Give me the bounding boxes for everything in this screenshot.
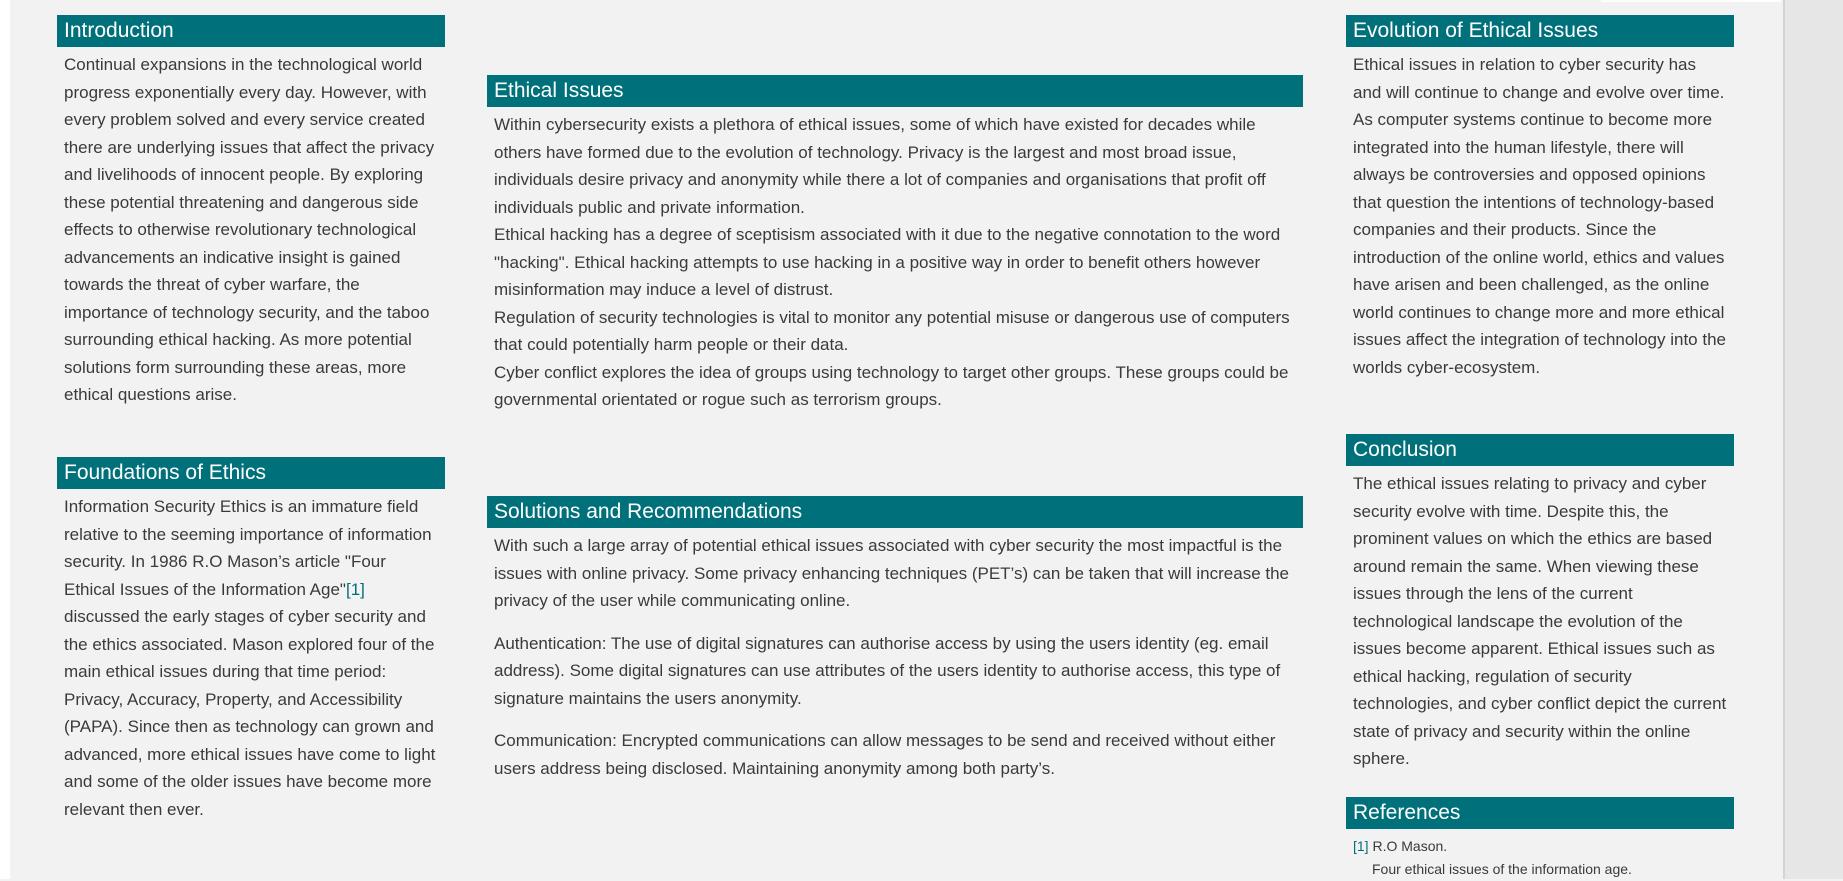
intro-text: Continual expansions in the technological world progress exponentially every day. However, with every problem solved and every service created there are underlying issues that affect the privacy and livelihoods of innocent people. By exploring these potential threatening and dangerous side effects to otherwise revolutionary technological advancements an indicative insight is gained towards the threat of cyber warfare, the importance of technology security, and the taboo surrounding ethical hacking. As more potential solutions form surrounding these areas, more ethical questions arise. bbox=[64, 55, 435, 404]
section-body bbox=[487, 107, 1303, 414]
conclusion-text: The ethical issues relating to privacy and cyber security evolve with time. Despite this, the prominent values on which the ethics are based around remain the same. When viewing these issues through the lens of the current technological landscape the evolution of the issues become apparent. Ethical issues such as ethical hacking, regulation of security technologies, and cyber conflict depict the current state of privacy and security within the online sphere. bbox=[1353, 474, 1727, 768]
paragraph: With such a large array of potential ethical issues associated with cyber security the most impactful is the issues with online privacy. Some privacy enhancing techniques (PET’s) can be taken that will increase the privacy of the user while communicating online. bbox=[494, 536, 1289, 610]
section-title: Conclusion bbox=[1346, 434, 1734, 466]
foundations-text-before: Information Security Ethics is an immature field relative to the seeming importance of information security. In 1986 R.O Mason’s article "Four Ethical Issues of the Information Age" bbox=[64, 497, 432, 599]
section-ethical-issues bbox=[487, 75, 1303, 414]
section-references bbox=[1346, 797, 1734, 881]
scrollbar-track[interactable] bbox=[1783, 0, 1843, 879]
section-introduction bbox=[57, 15, 445, 409]
foundations-text-after: discussed the early stages of cyber security and the ethics associated. Mason explored four of the main ethical issues during that time period: Privacy, Accuracy, Property, and Accessibility (PAPA). Since then as technology can grown and advanced, more ethical issues have come to light and some of the older issues have become more relevant then ever. bbox=[64, 607, 436, 819]
section-body bbox=[57, 47, 445, 409]
section-title: Foundations of Ethics bbox=[57, 457, 445, 489]
paragraph: Authentication: The use of digital signatures can authorise access by using the users identity (eg. email address). Some digital signatures can use attributes of the users identity to authorise access, this type of signature maintains the users anonymity. bbox=[494, 633, 1281, 708]
section-title: References bbox=[1346, 797, 1734, 829]
reference-item bbox=[1353, 835, 1727, 858]
section-evolution-of-ethical-issues bbox=[1346, 15, 1734, 381]
section-title: Ethical Issues bbox=[487, 75, 1303, 107]
section-title: Solutions and Recommendations bbox=[487, 496, 1303, 528]
paragraph: Communication: Encrypted communications can allow messages to be send and received without either users address being disclosed. Maintaining anonymity among both party’s. bbox=[494, 731, 1276, 778]
reference-number[interactable]: [1] bbox=[1353, 838, 1369, 854]
section-foundations-of-ethics bbox=[57, 457, 445, 823]
section-title: Evolution of Ethical Issues bbox=[1346, 15, 1734, 47]
evolution-text: Ethical issues in relation to cyber security has and will continue to change and evolve over time. As computer systems continue to become more integrated into the human lifestyle, there will always be controversies and opposed opinions that question the intentions of technology-based companies and their products. Since the introduction of the online world, ethics and values have arisen and been challenged, as the online world continues to change more and more ethical issues affect the integration of technology into the worlds cyber-ecosystem. bbox=[1353, 55, 1726, 377]
reference-list bbox=[1346, 829, 1734, 881]
paragraph: Regulation of security technologies is vital to monitor any potential misuse or dangerous use of computers that could potentially harm people or their data. bbox=[494, 307, 1290, 354]
section-body bbox=[1346, 47, 1734, 381]
foundations-text bbox=[64, 493, 438, 823]
section-body bbox=[487, 528, 1303, 782]
paragraph: Ethical hacking has a degree of sceptisism associated with it due to the negative connotation to the word "hacking". Ethical hacking attempts to use hacking in a positive way in order to benefit others however misinformation may induce a level of distrust. bbox=[494, 225, 1281, 299]
citation-link[interactable]: [1] bbox=[345, 579, 365, 599]
paragraph: Cyber conflict explores the idea of groups using technology to target other groups. These groups could be governmental orientated or rogue such as terrorism groups. bbox=[494, 362, 1289, 409]
reference-author: R.O Mason. bbox=[1372, 838, 1448, 854]
section-body bbox=[1346, 466, 1734, 773]
section-solutions-and-recommendations bbox=[487, 496, 1303, 782]
top-edge-strip bbox=[1601, 0, 1781, 2]
section-title: Introduction bbox=[57, 15, 445, 47]
paragraph: Within cybersecurity exists a plethora of ethical issues, some of which have existed for decades while others have formed due to the evolution of technology. Privacy is the largest and most broad issue, individuals desire privacy and anonymity while there a lot of companies and organisations that profit off individuals public and private information. bbox=[494, 115, 1266, 217]
section-conclusion bbox=[1346, 434, 1734, 773]
left-page-margin bbox=[0, 0, 10, 879]
reference-title: Four ethical issues of the information age. bbox=[1372, 861, 1632, 877]
section-body bbox=[57, 489, 445, 823]
